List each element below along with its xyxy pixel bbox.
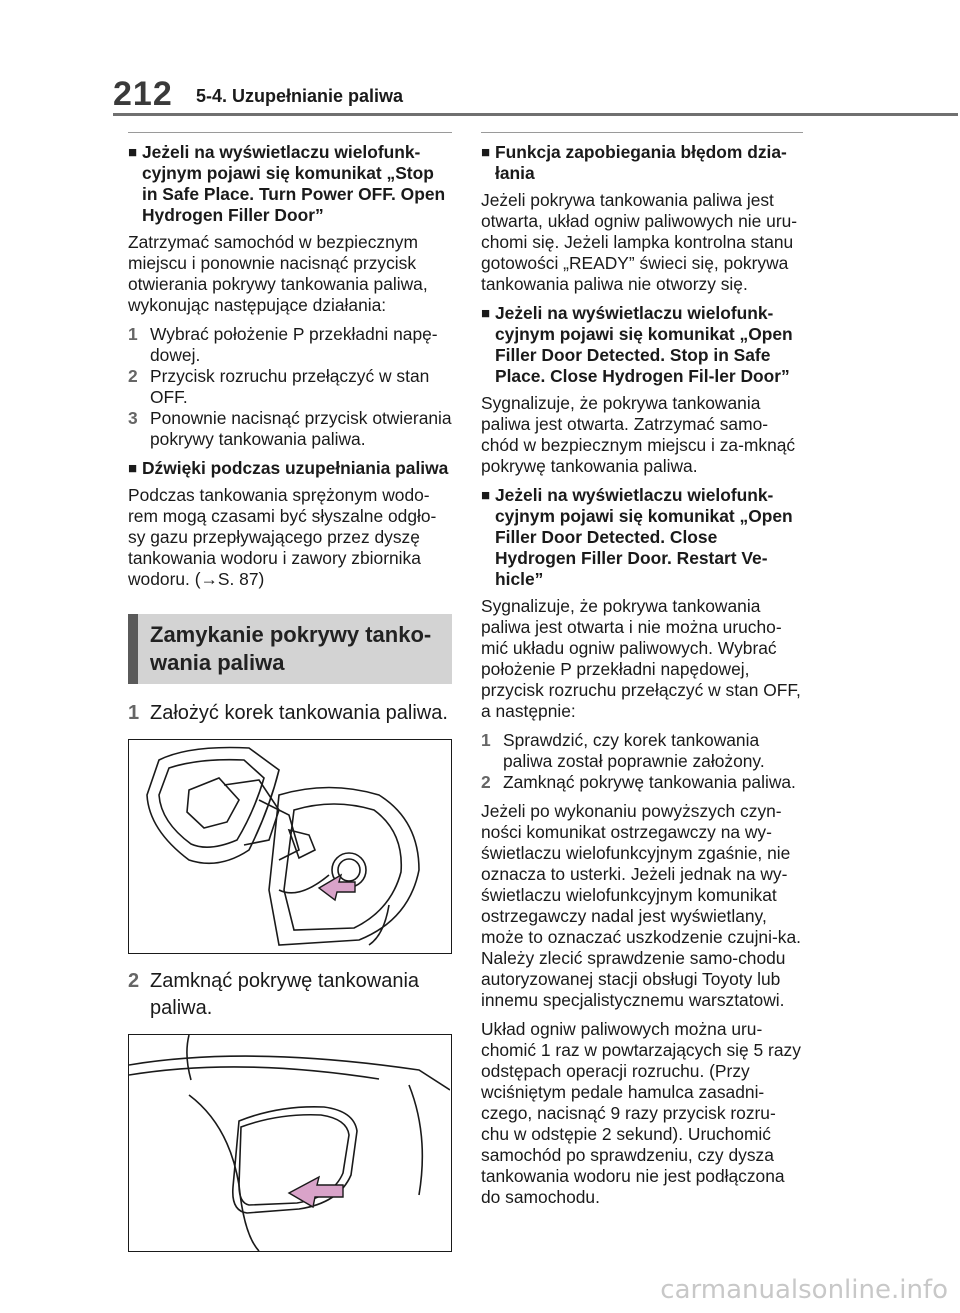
list-item xyxy=(128,324,452,366)
step-text: Wybrać położenie P przekładni napę-dowej. xyxy=(150,324,438,365)
subheading-stop-in-safe-place xyxy=(128,142,452,226)
step-text: Przycisk rozruchu przełączyć w stan OFF. xyxy=(150,366,430,407)
bullet-square-icon: ■ xyxy=(128,460,138,477)
illustration-fuel-cap xyxy=(128,739,452,954)
list-item xyxy=(128,700,452,727)
watermark: carmanualsonline.info xyxy=(660,1275,948,1305)
list-item xyxy=(128,408,452,450)
paragraph: Zatrzymać samochód w bezpiecznym miejscu i ponownie nacisnąć przycisk otwierania pokrywy tankowania paliwa, wykonując następujące działania: xyxy=(128,232,428,315)
step-number: 1 xyxy=(481,730,491,750)
list-item xyxy=(128,968,452,1022)
bullet-square-icon: ■ xyxy=(481,144,491,161)
illustration-closed-door xyxy=(128,1034,452,1252)
paragraph: Jeżeli po wykonaniu powyższych czyn-ności komunikat ostrzegawczy na wy-świetlaczu wielofunkcyjnym zgaśnie, nie oznacza to usterki. Jeżeli jednak na wy-świetlaczu wielofunkcyjnym komunikat ostrzegawczy nadal jest wyświetlany, może to oznaczać uszkodzenie czujni-ka. Należy zlecić sprawdzenie samo-chodu autoryzowanej stacji obsługi Toyoty lub innemu specjalistycznemu warsztatowi. xyxy=(481,801,801,1010)
list-item xyxy=(128,366,452,408)
subheading-text: Dźwięki podczas uzupełniania paliwa xyxy=(142,458,449,478)
bullet-square-icon: ■ xyxy=(481,487,491,504)
step-text: Sprawdzić, czy korek tankowania paliwa został poprawnie założony. xyxy=(503,730,765,771)
step-number: 2 xyxy=(481,772,491,792)
paragraph: Podczas tankowania sprężonym wodo-rem mogą czasami być słyszalne odgło-sy gazu przepływającego przez dyszę tankowania wodoru i zawory zbiornika wodoru. (→S. 87) xyxy=(128,485,437,589)
step-text: Założyć korek tankowania paliwa. xyxy=(150,702,448,724)
bullet-square-icon: ■ xyxy=(481,305,491,322)
fuel-cap-drawing xyxy=(129,740,450,953)
paragraph: Sygnalizuje, że pokrywa tankowania paliwa jest otwarta. Zatrzymać samo-chód w bezpiecznym miejscu i za-mknąć pokrywę tankowania paliwa. xyxy=(481,393,796,476)
step-list xyxy=(128,324,452,450)
closed-door-drawing xyxy=(129,1035,450,1251)
paragraph: Sygnalizuje, że pokrywa tankowania paliwa jest otwarta i nie można urucho-mić układu ogniw paliwowych. Wybrać położenie P przekładni napędowej, przycisk rozruchu przełączyć w stan OFF, a następnie: xyxy=(481,596,801,721)
bullet-square-icon: ■ xyxy=(128,144,138,161)
list-item xyxy=(481,730,803,772)
step-text: Zamknąć pokrywę tankowania paliwa. xyxy=(503,772,796,792)
paragraph: Jeżeli pokrywa tankowania paliwa jest otwarta, układ ogniw paliwowych nie uru-chomi się. Jeżeli lampka kontrolna stanu gotowości „READY” świeci się, pokrywa tankowania paliwa nie otworzy się. xyxy=(481,190,798,294)
subheading-text: Jeżeli na wyświetlaczu wielofunk-cyjnym pojawi się komunikat „Open Filler Door Detected. Close Hydrogen Filler Door. Restart Ve-hicle” xyxy=(495,485,793,589)
paragraph: Układ ogniw paliwowych można uru-chomić 1 raz w powtarzających się 5 razy odstępach operacji rozruchu. (Przy wciśniętym pedale hamulca zasadni-czego, nacisnąć 9 razy przycisk rozru-chu w odstępie 2 sekund). Uruchomić samochód po sprawdzeniu, czy dysza tankowania wodoru nie jest podłączona do samochodu. xyxy=(481,1019,801,1207)
subheading-sounds xyxy=(128,458,452,479)
page-header xyxy=(0,0,960,120)
right-column xyxy=(481,132,803,1216)
list-item xyxy=(481,772,803,793)
step-text: Ponownie nacisnąć przycisk otwierania pokrywy tankowania paliwa. xyxy=(150,408,452,449)
subheading-door-detected-stop xyxy=(481,303,803,387)
step-list xyxy=(481,730,803,793)
step-number: 2 xyxy=(128,970,140,992)
subheading-text: Jeżeli na wyświetlaczu wielofunk-cyjnym pojawi się komunikat „Stop in Safe Place. Turn Power OFF. Open Hydrogen Filler Door” xyxy=(142,142,446,225)
column-rule xyxy=(481,132,803,133)
section-title: 5-4. Uzupełnianie paliwa xyxy=(196,86,404,106)
left-column xyxy=(128,132,452,1266)
subheading-text: Jeżeli na wyświetlaczu wielofunk-cyjnym pojawi się komunikat „Open Filler Door Detected. Stop in Safe Place. Close Hydrogen Fil-ler Door” xyxy=(495,303,793,386)
page-number: 212 xyxy=(113,75,173,113)
subheading-error-prevention xyxy=(481,142,803,184)
column-rule xyxy=(128,132,452,133)
subheading-text: Funkcja zapobiegania błędom dzia-łania xyxy=(495,142,787,183)
subheading-door-detected-restart xyxy=(481,485,803,590)
header-rule xyxy=(113,113,958,116)
step-number: 3 xyxy=(128,408,138,428)
section-banner: Zamykanie pokrywy tanko-wania paliwa xyxy=(128,614,452,684)
step-number: 1 xyxy=(128,324,138,344)
step-number: 1 xyxy=(128,702,140,724)
step-number: 2 xyxy=(128,366,138,386)
step-text: Zamknąć pokrywę tankowania paliwa. xyxy=(150,970,420,1019)
